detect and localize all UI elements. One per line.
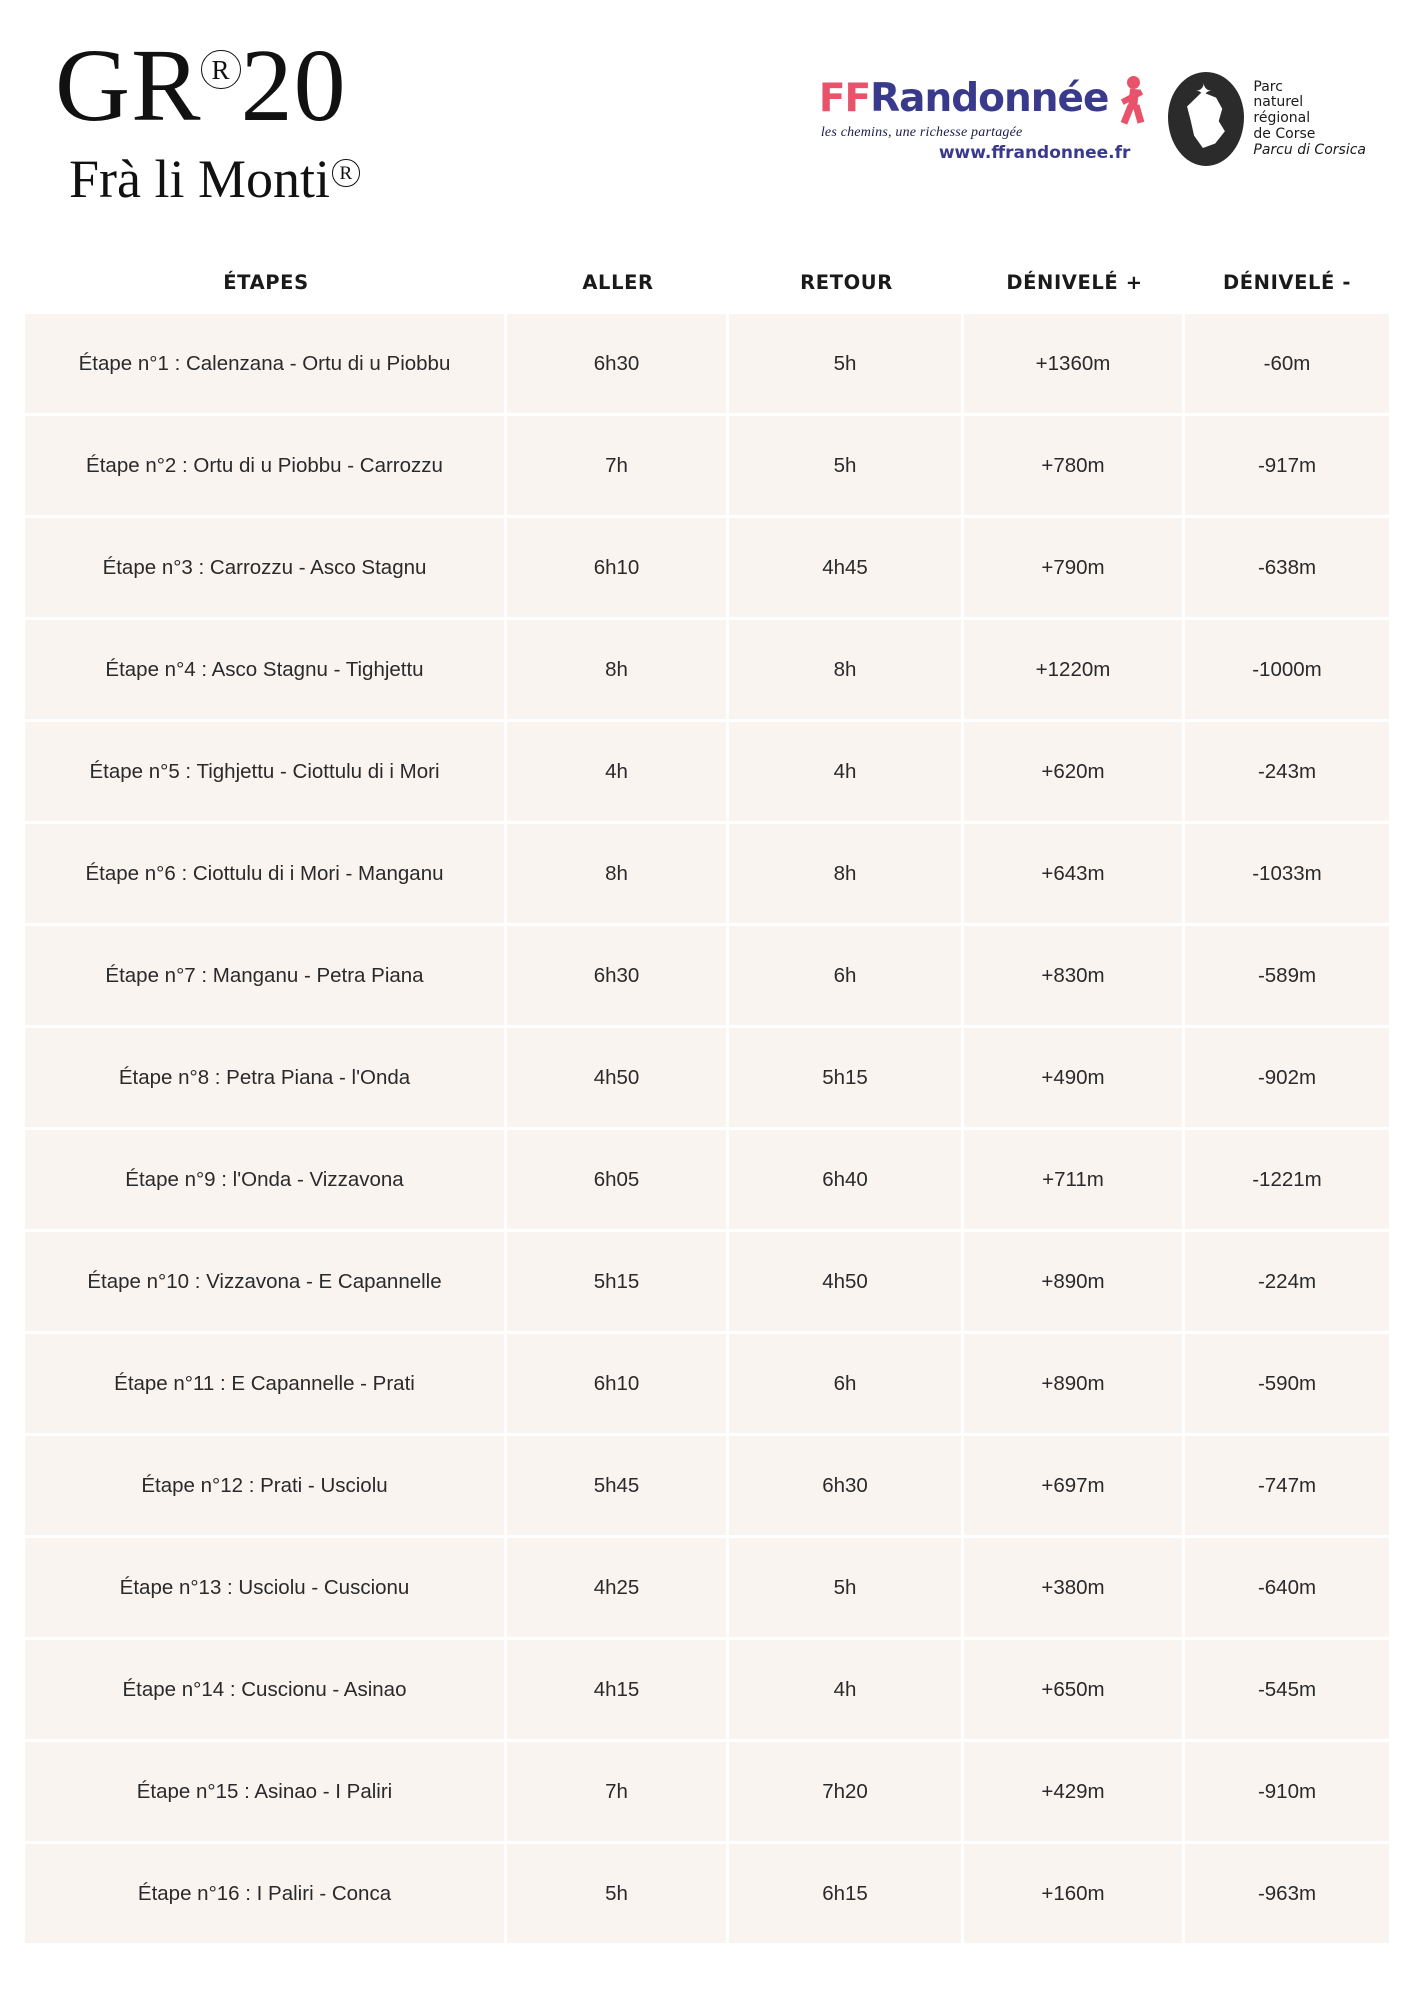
cell-denivele-moins: -224m: [1257, 1269, 1317, 1293]
cell-etape: Étape n°12 : Prati - Usciolu: [25, 1436, 507, 1535]
cell-retour: 4h: [729, 722, 964, 821]
registered-mark-icon: R: [201, 50, 240, 89]
cell-denivele-plus: +650m: [964, 1640, 1185, 1739]
hiker-icon: [1116, 76, 1150, 122]
cell-denivele-moins: -589m: [1257, 963, 1317, 987]
cell-etape: Étape n°4 : Asco Stagnu - Tighjettu: [25, 620, 507, 719]
cell-retour: 6h30: [729, 1436, 964, 1535]
table-row: [25, 1844, 1389, 1946]
cell-denivele-plus: +890m: [964, 1334, 1185, 1433]
column-header-retour: RETOUR: [800, 270, 893, 294]
ffrandonnee-logo: [819, 76, 1151, 163]
partner-logos: [819, 30, 1374, 166]
cell-etape: Étape n°2 : Ortu di u Piobbu - Carrozzu: [25, 416, 507, 515]
cell-denivele-moins: -640m: [1257, 1575, 1317, 1599]
cell-etape: Étape n°15 : Asinao - I Paliri: [25, 1742, 507, 1841]
table-row: [25, 1334, 1389, 1436]
ffrandonnee-tagline: les chemins, une richesse partagée: [820, 124, 1023, 140]
column-header-aller: ALLER: [582, 270, 654, 294]
cell-retour: 4h50: [729, 1232, 964, 1331]
cell-denivele-moins: -638m: [1257, 555, 1317, 579]
cell-denivele-plus: +1220m: [964, 620, 1185, 719]
cell-denivele-plus: +780m: [964, 416, 1185, 515]
table-header-row: [25, 250, 1389, 314]
table-row: [25, 722, 1389, 824]
cell-denivele-plus: +620m: [964, 722, 1185, 821]
cell-denivele-moins: -1033m: [1252, 861, 1322, 885]
cell-denivele-moins: -910m: [1257, 1779, 1317, 1803]
cell-aller: 6h10: [507, 1334, 729, 1433]
table-row: [25, 1742, 1389, 1844]
cell-aller: 6h10: [507, 518, 729, 617]
cell-denivele-moins: -963m: [1257, 1881, 1317, 1905]
cell-aller: 4h50: [507, 1028, 729, 1127]
parc-line-5: Parcu di Corsica: [1253, 141, 1366, 158]
cell-aller: 7h: [507, 1742, 729, 1841]
parc-line-2: naturel: [1253, 94, 1304, 111]
cell-denivele-moins: -60m: [1263, 351, 1311, 375]
cell-etape: Étape n°8 : Petra Piana - l'Onda: [25, 1028, 507, 1127]
cell-aller: 6h05: [507, 1130, 729, 1229]
table-row: [25, 1538, 1389, 1640]
ffrandonnee-url[interactable]: www.ffrandonnee.fr: [938, 142, 1131, 163]
parc-line-4: de Corse: [1253, 125, 1316, 142]
cell-aller: 8h: [507, 824, 729, 923]
cell-aller: 6h30: [507, 926, 729, 1025]
cell-denivele-moins: -747m: [1257, 1473, 1317, 1497]
table-row: [25, 1640, 1389, 1742]
cell-retour: 5h15: [729, 1028, 964, 1127]
cell-denivele-moins: -917m: [1257, 453, 1317, 477]
cell-denivele-plus: +643m: [964, 824, 1185, 923]
cell-retour: 4h45: [729, 518, 964, 617]
table-row: [25, 926, 1389, 1028]
cell-etape: Étape n°13 : Usciolu - Cuscionu: [25, 1538, 507, 1637]
brand-title-line1: [55, 28, 360, 143]
cell-denivele-moins: -545m: [1257, 1677, 1317, 1701]
corsica-island-icon: ✦: [1168, 72, 1244, 166]
cell-denivele-moins: -243m: [1257, 759, 1317, 783]
cell-etape: Étape n°16 : I Paliri - Conca: [25, 1844, 507, 1943]
ffrandonnee-ff-text: FF: [818, 76, 871, 121]
cell-denivele-plus: +790m: [964, 518, 1185, 617]
cell-aller: 6h30: [507, 314, 729, 413]
cell-retour: 5h: [729, 416, 964, 515]
gr20-logo: [55, 28, 360, 209]
cell-aller: 7h: [507, 416, 729, 515]
cell-denivele-moins: -590m: [1257, 1371, 1317, 1395]
cell-retour: 6h40: [729, 1130, 964, 1229]
cell-aller: 4h: [507, 722, 729, 821]
cell-denivele-plus: +160m: [964, 1844, 1185, 1943]
brand-subtitle: [69, 149, 360, 209]
cell-etape: Étape n°3 : Carrozzu - Asco Stagnu: [25, 518, 507, 617]
cell-etape: Étape n°5 : Tighjettu - Ciottulu di i Mori: [25, 722, 507, 821]
cell-aller: 5h: [507, 1844, 729, 1943]
cell-retour: 5h: [729, 314, 964, 413]
cell-aller: 4h25: [507, 1538, 729, 1637]
cell-denivele-moins: -902m: [1257, 1065, 1317, 1089]
cell-retour: 6h: [729, 1334, 964, 1433]
column-header-denivele-moins: DÉNIVELÉ -: [1222, 270, 1352, 294]
cell-etape: Étape n°14 : Cuscionu - Asinao: [25, 1640, 507, 1739]
column-header-denivele-plus: DÉNIVELÉ +: [1006, 270, 1143, 294]
cell-retour: 6h: [729, 926, 964, 1025]
cell-denivele-plus: +711m: [964, 1130, 1185, 1229]
cell-retour: 6h15: [729, 1844, 964, 1943]
table-row: [25, 518, 1389, 620]
column-header-etapes: ÉTAPES: [223, 270, 309, 294]
cell-etape: Étape n°7 : Manganu - Petra Piana: [25, 926, 507, 1025]
ffrandonnee-rand-text: Randonnée: [870, 76, 1109, 121]
brand-gr-text: GR: [55, 28, 202, 143]
table-row: [25, 620, 1389, 722]
registered-mark-icon-small: R: [332, 159, 360, 187]
cell-denivele-plus: +1360m: [964, 314, 1185, 413]
table-row: [25, 1232, 1389, 1334]
ffrandonnee-wordmark: [818, 76, 1109, 121]
table-row: [25, 824, 1389, 926]
cell-retour: 8h: [729, 620, 964, 719]
cell-denivele-plus: +890m: [964, 1232, 1185, 1331]
cell-denivele-plus: +697m: [964, 1436, 1185, 1535]
cell-retour: 5h: [729, 1538, 964, 1637]
table-row: [25, 1130, 1389, 1232]
table-body: [25, 314, 1389, 1946]
table-row: [25, 1028, 1389, 1130]
table-row: [25, 314, 1389, 416]
parc-line-3: régional: [1253, 110, 1311, 127]
cell-etape: Étape n°9 : l'Onda - Vizzavona: [25, 1130, 507, 1229]
stages-table: [0, 250, 1414, 1946]
parc-line-1: Parc: [1253, 78, 1283, 95]
cell-denivele-plus: +490m: [964, 1028, 1185, 1127]
parc-logo-text: [1253, 80, 1366, 158]
brand-subtitle-text: Frà li Monti: [69, 149, 331, 209]
table-row: [25, 1436, 1389, 1538]
parc-naturel-regional-corse-logo: [1168, 72, 1366, 166]
cell-aller: 5h15: [507, 1232, 729, 1331]
cell-denivele-plus: +830m: [964, 926, 1185, 1025]
cell-etape: Étape n°10 : Vizzavona - E Capannelle: [25, 1232, 507, 1331]
cell-retour: 4h: [729, 1640, 964, 1739]
cell-denivele-moins: -1000m: [1252, 657, 1322, 681]
table-row: [25, 416, 1389, 518]
cell-denivele-moins: -1221m: [1252, 1167, 1322, 1191]
brand-number-text: 20: [240, 28, 347, 143]
cell-retour: 7h20: [729, 1742, 964, 1841]
cell-aller: 8h: [507, 620, 729, 719]
cell-retour: 8h: [729, 824, 964, 923]
document-header: [0, 0, 1414, 250]
cell-etape: Étape n°11 : E Capannelle - Prati: [25, 1334, 507, 1433]
cell-aller: 4h15: [507, 1640, 729, 1739]
cell-etape: Étape n°1 : Calenzana - Ortu di u Piobbu: [25, 314, 507, 413]
cell-etape: Étape n°6 : Ciottulu di i Mori - Manganu: [25, 824, 507, 923]
cell-denivele-plus: +380m: [964, 1538, 1185, 1637]
cell-aller: 5h45: [507, 1436, 729, 1535]
cell-denivele-plus: +429m: [964, 1742, 1185, 1841]
